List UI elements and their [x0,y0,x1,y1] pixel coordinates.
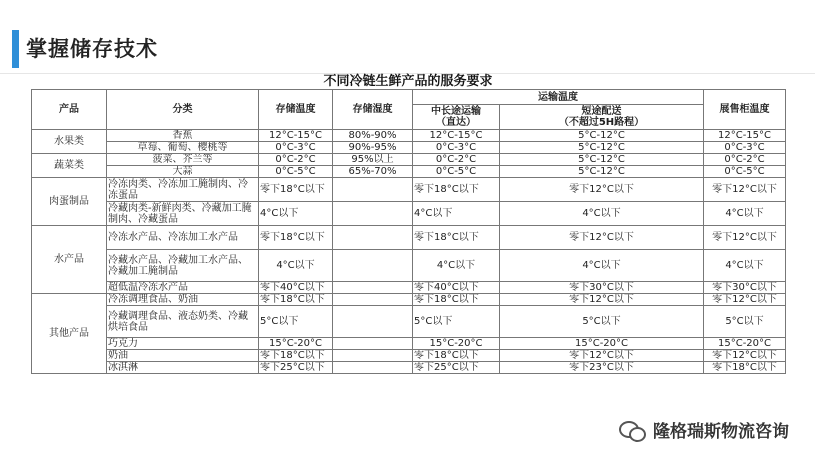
table-row [32,250,786,282]
cell-category: 冷冻肉类、冷冻加工腌制肉、冷冻蛋品 [107,178,259,202]
table-row [32,282,786,294]
cell-display-temp: 0°C-5°C [704,166,786,178]
title-accent-bar [12,30,19,68]
cell-short-delivery: 4°C以下 [500,250,704,282]
cell-storage-temp: 零下18°C以下 [259,350,333,362]
cell-storage-temp: 零下18°C以下 [259,226,333,250]
table-row [32,142,786,154]
cell-long-distance: 5°C以下 [413,306,500,338]
cell-long-distance: 零下18°C以下 [413,350,500,362]
header-row-1 [32,90,786,105]
cell-category: 草莓、葡萄、樱桃等 [107,142,259,154]
cell-display-temp: 零下12°C以下 [704,178,786,202]
cell-storage-humidity [333,226,413,250]
cell-long-distance: 零下18°C以下 [413,178,500,202]
cell-storage-temp: 4°C以下 [259,202,333,226]
cell-display-temp: 零下12°C以下 [704,226,786,250]
cell-display-temp: 0°C-2°C [704,154,786,166]
cell-long-distance: 4°C以下 [413,202,500,226]
cell-storage-temp: 零下18°C以下 [259,294,333,306]
cell-storage-humidity: 65%-70% [333,166,413,178]
cell-display-temp: 15°C-20°C [704,338,786,350]
cell-storage-humidity [333,294,413,306]
cell-storage-humidity [333,350,413,362]
cell-storage-temp: 12°C-15°C [259,130,333,142]
table-row [32,130,786,142]
header-storage-temp: 存储温度 [259,90,333,130]
cell-short-delivery: 零下12°C以下 [500,294,704,306]
cell-long-distance: 零下18°C以下 [413,226,500,250]
cell-display-temp: 零下30°C以下 [704,282,786,294]
cell-storage-humidity [333,202,413,226]
cell-category: 冷冻水产品、冷冻加工水产品 [107,226,259,250]
cell-storage-humidity [333,178,413,202]
slide-title: 掌握储存技术 [26,37,158,61]
cell-long-distance: 15°C-20°C [413,338,500,350]
cell-long-distance: 零下25°C以下 [413,362,500,374]
cell-short-delivery: 15°C-20°C [500,338,704,350]
cell-storage-temp: 零下40°C以下 [259,282,333,294]
watermark-text: 隆格瑞斯物流咨询 [653,422,789,442]
cell-storage-temp: 零下18°C以下 [259,178,333,202]
header-display-temp: 展售柜温度 [704,90,786,130]
cell-category: 菠菜、芥兰等 [107,154,259,166]
cell-storage-temp: 0°C-5°C [259,166,333,178]
table-row [32,306,786,338]
table-row [32,166,786,178]
cell-display-temp: 4°C以下 [704,250,786,282]
cell-category: 冷藏调理食品、液态奶类、冷藏烘培食品 [107,306,259,338]
table-row [32,294,786,306]
cell-long-distance: 零下40°C以下 [413,282,500,294]
cell-storage-temp: 0°C-2°C [259,154,333,166]
cell-storage-humidity: 95%以上 [333,154,413,166]
header-product: 产品 [32,90,107,130]
cell-storage-temp: 零下25°C以下 [259,362,333,374]
cell-long-distance: 12°C-15°C [413,130,500,142]
cell-long-distance: 4°C以下 [413,250,500,282]
header-storage-humidity: 存储湿度 [333,90,413,130]
cell-short-delivery: 零下12°C以下 [500,350,704,362]
cell-category: 冷藏水产品、冷藏加工水产品、冷藏加工腌制品 [107,250,259,282]
header-short-delivery: 短途配送 （不超过5H路程） [500,105,704,130]
cell-category: 冰淇淋 [107,362,259,374]
cell-short-delivery: 零下12°C以下 [500,178,704,202]
cell-storage-humidity [333,282,413,294]
cell-storage-temp: 5°C以下 [259,306,333,338]
cell-storage-humidity [333,338,413,350]
cell-category: 香蕉 [107,130,259,142]
cell-storage-humidity [333,306,413,338]
cell-category: 超低温冷冻水产品 [107,282,259,294]
group-meat: 肉蛋制品 [32,178,107,226]
cell-storage-humidity [333,362,413,374]
table-row [32,338,786,350]
requirements-table-wrap [31,75,785,374]
cell-display-temp: 12°C-15°C [704,130,786,142]
cell-display-temp: 0°C-3°C [704,142,786,154]
cell-category: 冷藏肉类-新鲜肉类、冷藏加工腌制肉、冷藏蛋品 [107,202,259,226]
cell-storage-humidity: 90%-95% [333,142,413,154]
cell-display-temp: 4°C以下 [704,202,786,226]
cell-display-temp: 5°C以下 [704,306,786,338]
cell-display-temp: 零下12°C以下 [704,350,786,362]
cell-short-delivery: 5°C-12°C [500,130,704,142]
cell-long-distance: 0°C-2°C [413,154,500,166]
cell-category: 奶油 [107,350,259,362]
cell-short-delivery: 4°C以下 [500,202,704,226]
wechat-icon [619,418,647,442]
cell-short-delivery: 零下23°C以下 [500,362,704,374]
cell-long-distance: 0°C-5°C [413,166,500,178]
cell-storage-temp: 15°C-20°C [259,338,333,350]
cell-short-delivery: 5°C-12°C [500,142,704,154]
table-row [32,178,786,202]
group-fruit: 水果类 [32,130,107,154]
group-aquatic: 水产品 [32,226,107,294]
group-veg: 蔬菜类 [32,154,107,178]
watermark [619,417,789,442]
cell-storage-temp: 0°C-3°C [259,142,333,154]
table-row [32,226,786,250]
cell-short-delivery: 5°C-12°C [500,154,704,166]
cell-category: 大蒜 [107,166,259,178]
table-row [32,202,786,226]
cell-category: 冷冻调理食品、奶油 [107,294,259,306]
cell-display-temp: 零下12°C以下 [704,294,786,306]
header-category: 分类 [107,90,259,130]
cell-short-delivery: 零下30°C以下 [500,282,704,294]
cell-storage-humidity [333,250,413,282]
cell-short-delivery: 5°C以下 [500,306,704,338]
table-row [32,362,786,374]
cell-short-delivery: 5°C-12°C [500,166,704,178]
cell-storage-humidity: 80%-90% [333,130,413,142]
cell-long-distance: 零下18°C以下 [413,294,500,306]
cell-category: 巧克力 [107,338,259,350]
group-other: 其他产品 [32,294,107,374]
cell-short-delivery: 零下12°C以下 [500,226,704,250]
cell-display-temp: 零下18°C以下 [704,362,786,374]
header-transport-temp: 运输温度 [413,90,704,105]
requirements-table [31,89,786,374]
table-caption: 不同冷链生鲜产品的服务要求 [323,74,493,89]
table-row [32,350,786,362]
cell-long-distance: 0°C-3°C [413,142,500,154]
table-row [32,154,786,166]
cell-storage-temp: 4°C以下 [259,250,333,282]
header-long-distance: 中长途运输 （直达） [413,105,500,130]
